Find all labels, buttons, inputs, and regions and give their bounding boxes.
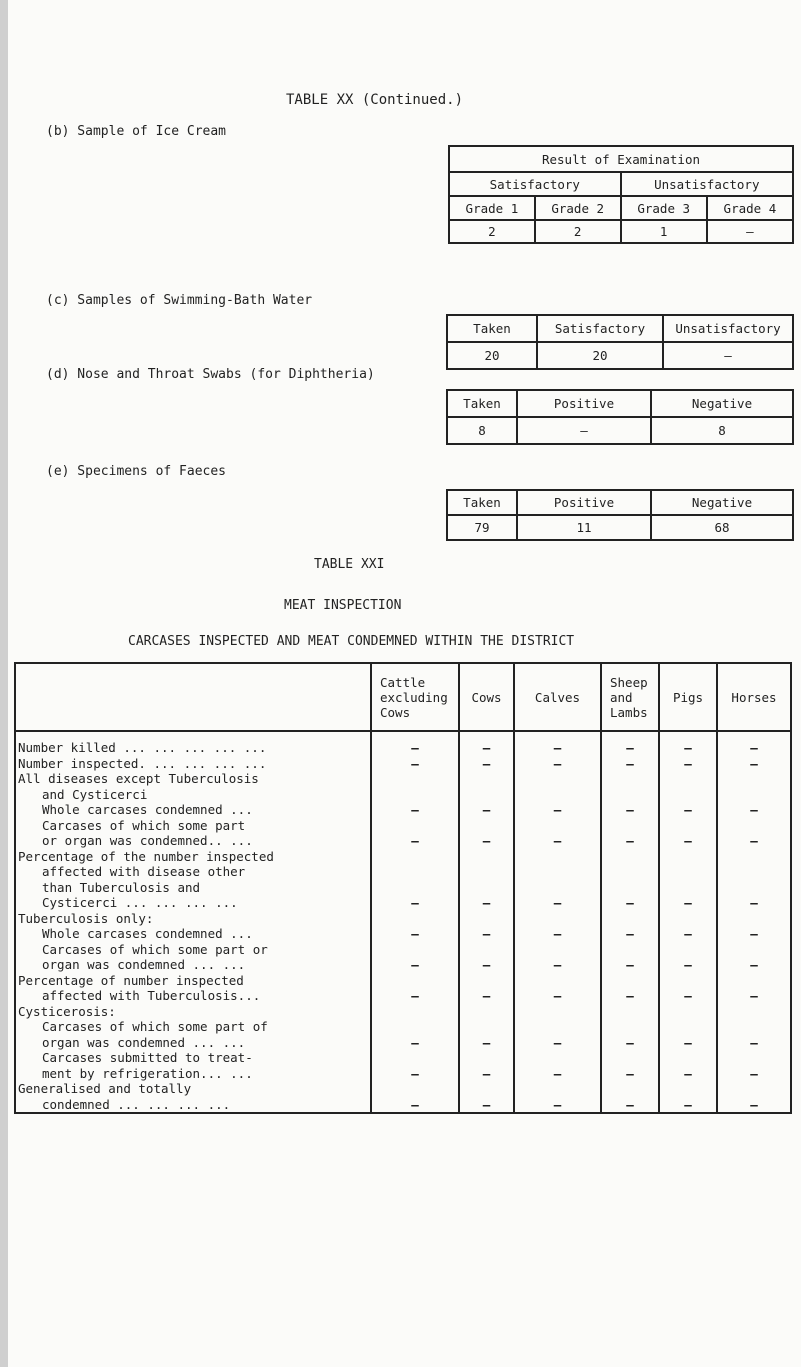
value-cell: – — [659, 731, 717, 756]
value-cell: – — [514, 1081, 601, 1113]
table-row — [15, 973, 791, 1004]
value-cell: – — [717, 849, 791, 911]
row-label-line: All diseases except Tuberculosis — [18, 771, 259, 786]
value-cell: – — [371, 1050, 459, 1081]
table20-title: TABLE XX (Continued.) — [286, 92, 464, 108]
value-cell: – — [371, 818, 459, 849]
table21-subtitle: MEAT INSPECTION — [284, 598, 402, 613]
value-cell: – — [514, 973, 601, 1004]
grade-header: Grade 4 — [707, 196, 793, 220]
row-label — [15, 771, 371, 818]
value-cell: – — [459, 756, 514, 772]
row-label-line: Percentage of the number inspected — [18, 848, 274, 864]
row-label-line: Number killed ... ... ... ... ... — [18, 740, 267, 755]
section-d-label: (d) Nose and Throat Swabs (for Diphtheria) — [46, 367, 375, 382]
swimming-bath-table — [446, 314, 794, 370]
row-label-line: Number inspected. ... ... ... ... — [18, 755, 267, 771]
value-cell: 79 — [447, 515, 517, 540]
table-row — [15, 1004, 791, 1051]
value-cell: – — [659, 973, 717, 1004]
row-label — [15, 1050, 371, 1081]
header-cell: Negative — [651, 390, 793, 417]
row-label — [15, 756, 371, 772]
row-label-line: Percentage of number inspected — [18, 972, 244, 988]
table-row — [15, 1081, 791, 1113]
table-row — [15, 771, 791, 818]
column-header: Sheep and Lambs — [601, 663, 659, 731]
value-cell: – — [371, 1004, 459, 1051]
header-cell: Negative — [651, 490, 793, 515]
value-cell: – — [514, 756, 601, 772]
header-cell: Unsatisfactory — [663, 315, 793, 342]
row-label-line: Carcases of which some part — [42, 817, 246, 833]
table-row — [15, 731, 791, 756]
satisfactory-header: Satisfactory — [449, 172, 621, 196]
table21-title: TABLE XXI — [314, 557, 385, 572]
row-label-line: affected with disease other — [42, 864, 246, 879]
value-cell: – — [717, 731, 791, 756]
row-label-line: Tuberculosis only: — [18, 910, 154, 926]
row-label-line: Whole carcases condemned ... — [42, 802, 253, 817]
value-cell: 8 — [447, 417, 517, 444]
value-cell: – — [514, 849, 601, 911]
header-cell: Satisfactory — [537, 315, 663, 342]
value-cell: – — [601, 818, 659, 849]
table-row — [15, 1050, 791, 1081]
value-cell: – — [514, 731, 601, 756]
result-header: Result of Examination — [449, 146, 793, 172]
value-cell: – — [517, 417, 651, 444]
value-cell: – — [717, 1050, 791, 1081]
grade-value: 1 — [621, 220, 707, 243]
row-label-line: Carcases of which some part or — [42, 941, 268, 957]
value-cell: 68 — [651, 515, 793, 540]
value-cell: – — [659, 1050, 717, 1081]
header-cell: Taken — [447, 390, 517, 417]
value-cell: 20 — [447, 342, 537, 369]
section-b-label: (b) Sample of Ice Cream — [46, 124, 227, 139]
header-cell: Positive — [517, 390, 651, 417]
table-row — [15, 942, 791, 973]
row-label — [15, 731, 371, 756]
row-label-line: than Tuberculosis and — [42, 879, 201, 895]
row-label-line: or organ was condemned.. ... — [42, 833, 253, 848]
row-label — [15, 911, 371, 942]
value-cell: – — [514, 911, 601, 942]
value-cell: – — [371, 973, 459, 1004]
row-label-line: affected with Tuberculosis... — [42, 988, 261, 1003]
row-label-line: organ was condemned ... ... — [42, 957, 246, 972]
value-cell: – — [514, 771, 601, 818]
value-cell: – — [371, 771, 459, 818]
value-cell: – — [717, 1004, 791, 1051]
value-cell: – — [659, 1004, 717, 1051]
row-label — [15, 1081, 371, 1113]
value-cell: – — [514, 1004, 601, 1051]
row-label-line: organ was condemned ... ... — [42, 1034, 246, 1050]
value-cell: – — [601, 756, 659, 772]
value-cell: – — [659, 771, 717, 818]
value-cell: – — [459, 1081, 514, 1113]
value-cell: – — [601, 1050, 659, 1081]
row-label-line: Cysticerci ... ... ... ... — [42, 895, 238, 910]
row-label — [15, 942, 371, 973]
value-cell: – — [371, 942, 459, 973]
row-label-line: Generalised and totally — [18, 1081, 192, 1096]
unsatisfactory-header: Unsatisfactory — [621, 172, 793, 196]
value-cell: – — [601, 771, 659, 818]
header-cell: Taken — [447, 315, 537, 342]
table-row — [15, 849, 791, 911]
value-cell: – — [371, 849, 459, 911]
value-cell: – — [514, 818, 601, 849]
value-cell: – — [371, 756, 459, 772]
value-cell: – — [659, 942, 717, 973]
meat-inspection-table — [14, 662, 792, 1114]
swabs-table — [446, 389, 794, 445]
value-cell: 8 — [651, 417, 793, 444]
row-label — [15, 849, 371, 911]
value-cell: – — [601, 942, 659, 973]
table-row — [15, 911, 791, 942]
blank-header-cell — [15, 663, 371, 731]
grade-value: – — [707, 220, 793, 243]
grade-value: 2 — [535, 220, 621, 243]
row-label-line: condemned ... ... ... ... — [42, 1096, 231, 1112]
grade-header: Grade 1 — [449, 196, 535, 220]
table21-heading: CARCASES INSPECTED AND MEAT CONDEMNED WITHIN THE DISTRICT — [128, 634, 575, 649]
grade-header: Grade 3 — [621, 196, 707, 220]
value-cell: – — [659, 1081, 717, 1113]
faeces-table — [446, 489, 794, 541]
value-cell: – — [601, 849, 659, 911]
value-cell: – — [459, 911, 514, 942]
value-cell: – — [459, 818, 514, 849]
value-cell: – — [459, 942, 514, 973]
section-e-label: (e) Specimens of Faeces — [46, 464, 227, 479]
row-label — [15, 818, 371, 849]
value-cell: – — [459, 1050, 514, 1081]
value-cell: – — [601, 911, 659, 942]
header-cell: Taken — [447, 490, 517, 515]
value-cell: – — [659, 818, 717, 849]
value-cell: – — [717, 1081, 791, 1113]
value-cell: – — [459, 731, 514, 756]
table-row — [15, 818, 791, 849]
value-cell: 11 — [517, 515, 651, 540]
table-row — [15, 756, 791, 772]
value-cell: – — [659, 756, 717, 772]
column-header: Pigs — [659, 663, 717, 731]
column-header: Cows — [459, 663, 514, 731]
row-label-line: Carcases submitted to treat- — [42, 1050, 253, 1065]
value-cell: – — [459, 849, 514, 911]
value-cell: – — [459, 1004, 514, 1051]
row-label-line: Cysticerosis: — [18, 1003, 116, 1019]
value-cell: – — [717, 818, 791, 849]
column-header: Cattle excluding Cows — [371, 663, 459, 731]
value-cell: – — [717, 942, 791, 973]
value-cell: – — [514, 942, 601, 973]
value-cell: – — [717, 973, 791, 1004]
value-cell: – — [717, 756, 791, 772]
value-cell: – — [601, 1004, 659, 1051]
ice-cream-table — [448, 145, 794, 244]
row-label-line: Whole carcases condemned ... — [42, 926, 253, 941]
page-edge — [0, 0, 8, 1367]
value-cell: – — [659, 849, 717, 911]
row-label — [15, 1004, 371, 1051]
value-cell: – — [717, 911, 791, 942]
value-cell: – — [459, 973, 514, 1004]
value-cell: – — [371, 911, 459, 942]
column-header: Horses — [717, 663, 791, 731]
value-cell: – — [514, 1050, 601, 1081]
value-cell: – — [717, 771, 791, 818]
column-header: Calves — [514, 663, 601, 731]
value-cell: – — [659, 911, 717, 942]
row-label — [15, 973, 371, 1004]
grade-value: 2 — [449, 220, 535, 243]
value-cell: – — [601, 731, 659, 756]
value-cell: – — [371, 731, 459, 756]
header-cell: Positive — [517, 490, 651, 515]
grade-header: Grade 2 — [535, 196, 621, 220]
row-label-line: Carcases of which some part of — [42, 1019, 268, 1034]
value-cell: – — [371, 1081, 459, 1113]
row-label-line: ment by refrigeration... ... — [42, 1065, 253, 1081]
value-cell: 20 — [537, 342, 663, 369]
value-cell: – — [459, 771, 514, 818]
row-label-line: and Cysticerci — [42, 786, 148, 802]
section-c-label: (c) Samples of Swimming-Bath Water — [46, 293, 313, 308]
value-cell: – — [663, 342, 793, 369]
value-cell: – — [601, 1081, 659, 1113]
value-cell: – — [601, 973, 659, 1004]
